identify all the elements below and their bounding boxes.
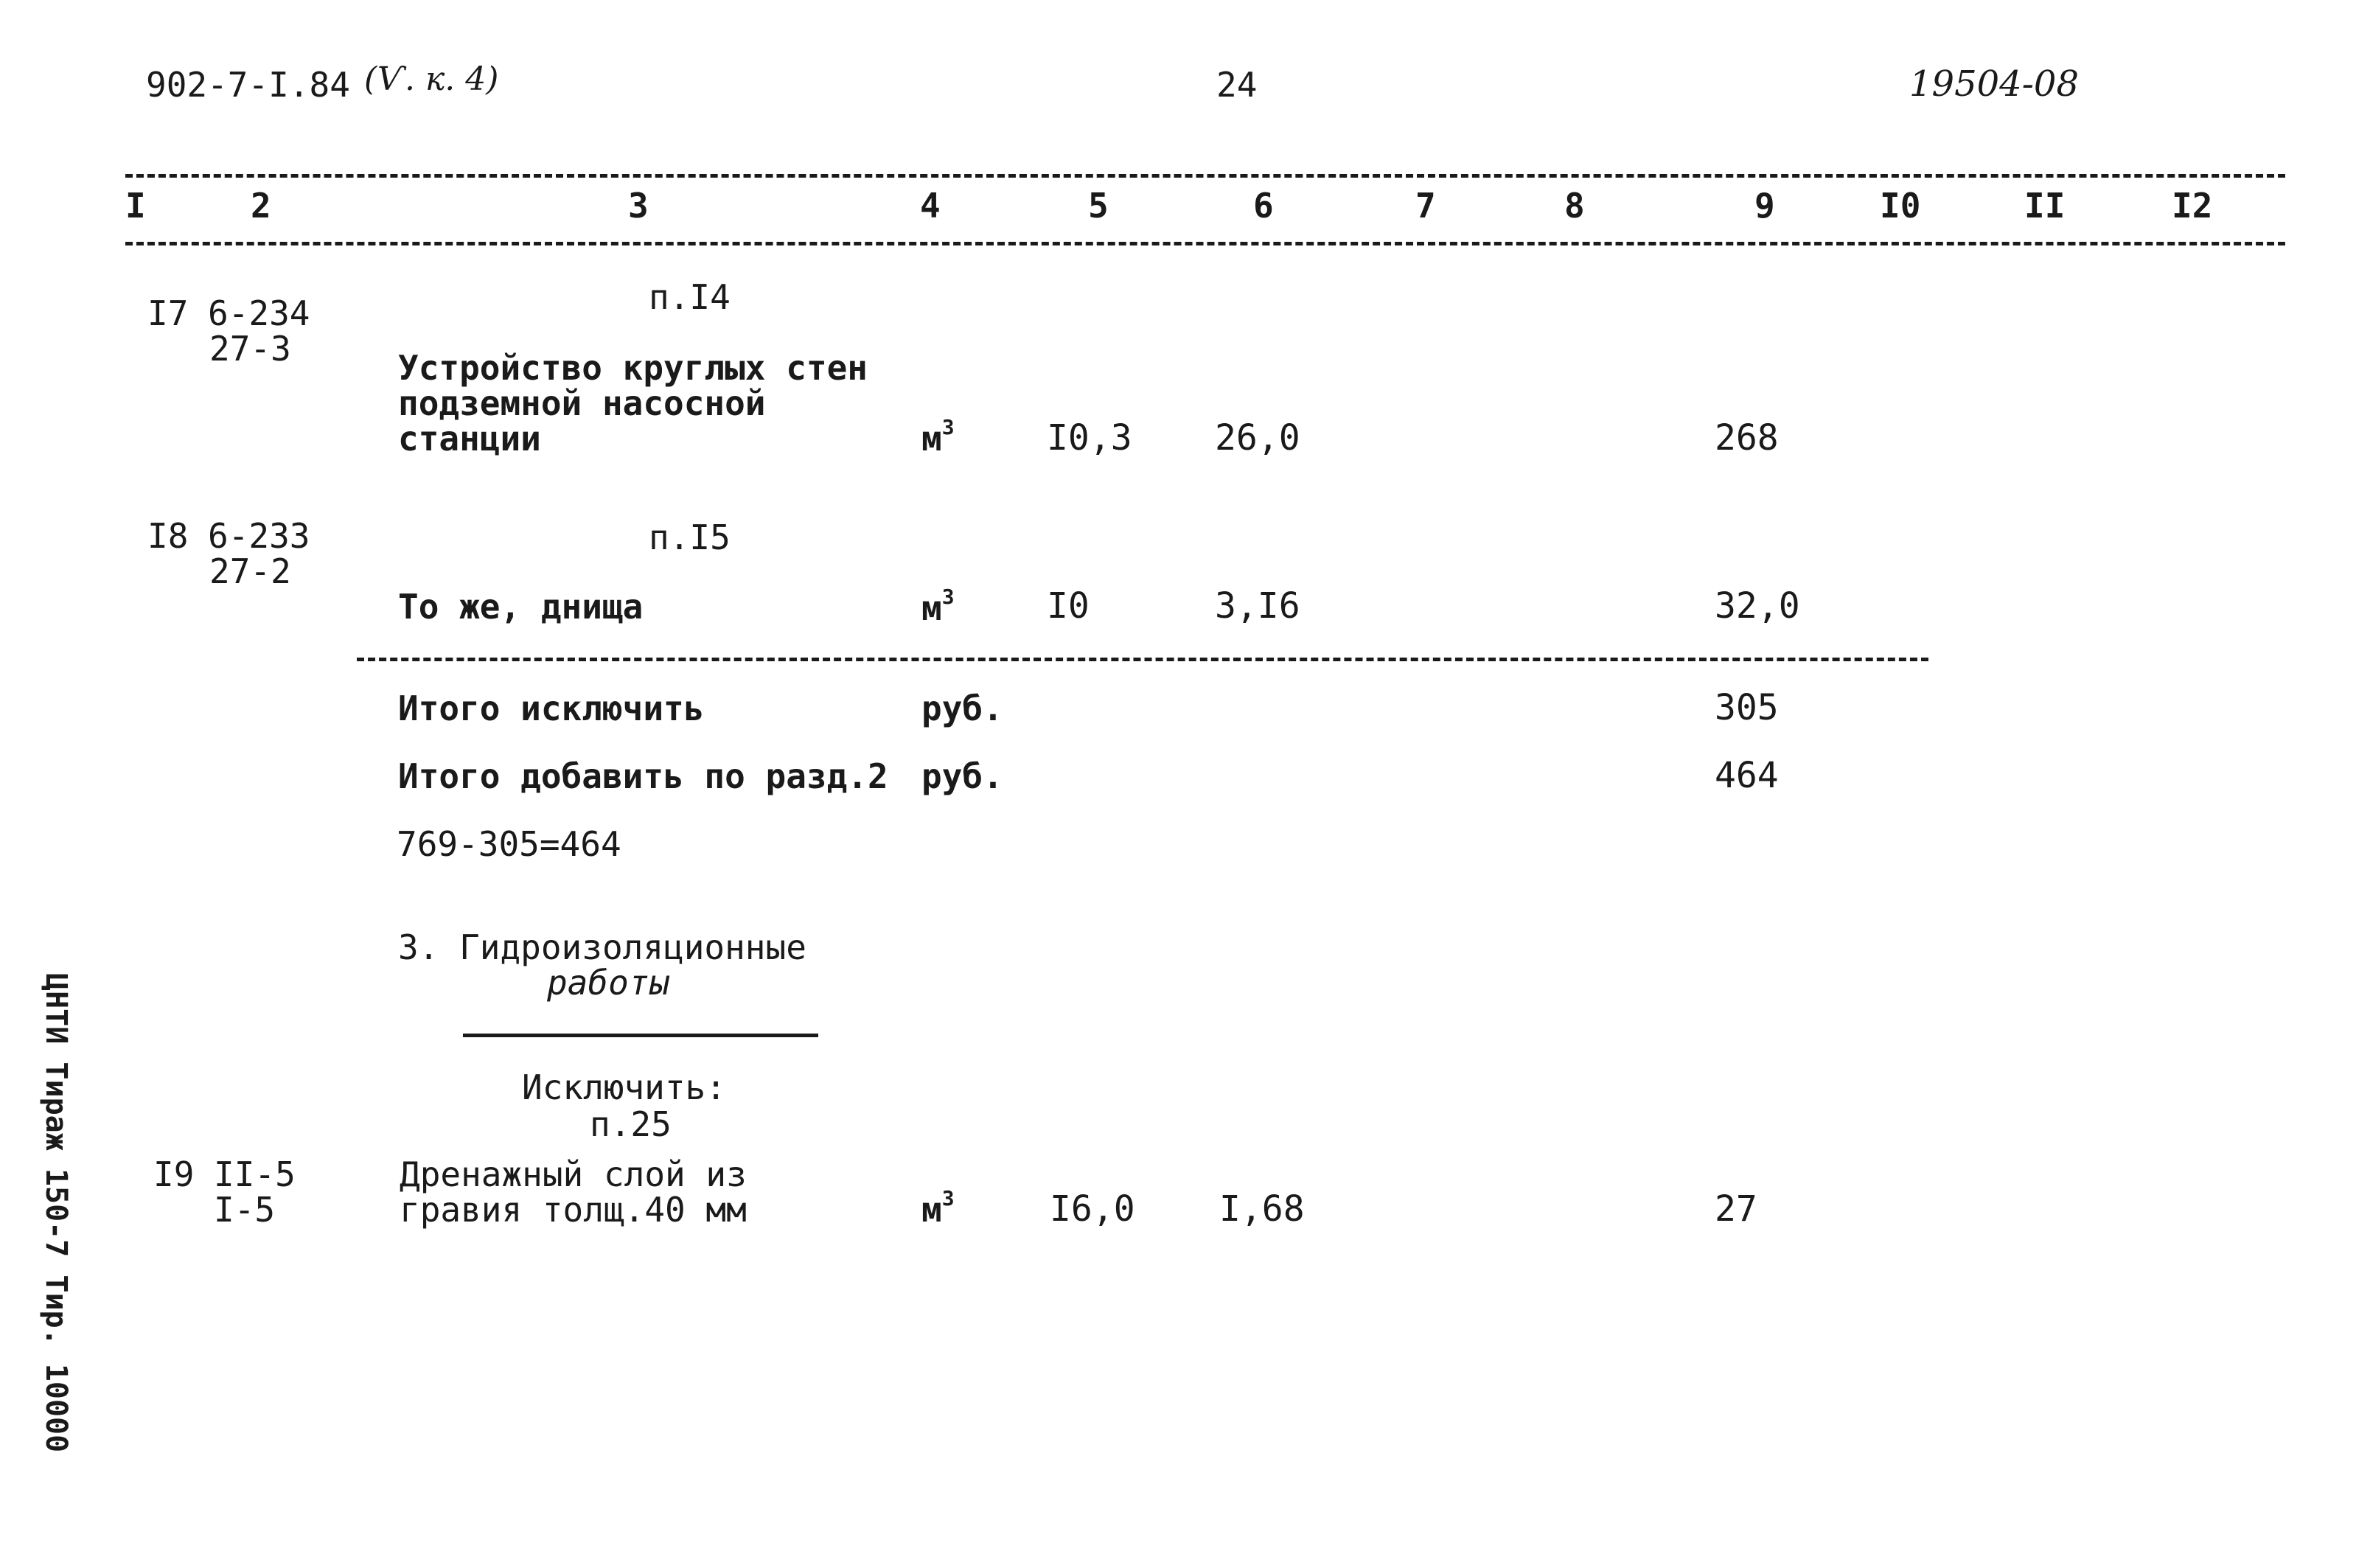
unit-exponent: 3: [941, 1186, 955, 1210]
unit-exponent: 3: [941, 585, 955, 609]
quantity: I0: [1047, 585, 1090, 627]
page-number: 24: [1216, 65, 1258, 105]
column-header-7: 7: [1415, 186, 1436, 226]
total-exclude-unit: руб.: [921, 689, 1003, 728]
rate-subcode: I-5: [214, 1190, 276, 1230]
header-bottom-rule: [125, 242, 2285, 245]
column-header-5: 5: [1088, 186, 1109, 226]
unit-price: 3,I6: [1215, 585, 1300, 627]
column-header-4: 4: [920, 186, 941, 226]
row-number: I7: [147, 293, 189, 333]
section-underline: [463, 1034, 818, 1037]
item-reference: п.I5: [649, 518, 731, 557]
column-header-6: 6: [1253, 186, 1274, 226]
rate-code: II-5: [214, 1154, 296, 1194]
unit: [921, 1186, 955, 1230]
item-description-line: гравия толщ.40 мм: [400, 1190, 747, 1230]
total-exclude-label: Итого исключить: [398, 689, 705, 728]
unit-base: м: [921, 588, 942, 628]
total-add-unit: руб.: [921, 756, 1003, 796]
total-exclude-value: 305: [1715, 687, 1779, 728]
document-code: 902-7-I.84: [146, 65, 350, 105]
column-header-3: 3: [628, 186, 649, 226]
header-top-rule: [125, 174, 2285, 178]
print-shop-note: ЦНТИ Тираж 150-7 Тир. 10000: [39, 973, 73, 1453]
item-description-line: Устройство круглых стен: [398, 348, 868, 388]
column-header-1: I: [125, 186, 146, 226]
rate-code: 6-233: [208, 516, 310, 556]
total-cost: 268: [1715, 417, 1779, 459]
item-description-line: То же, днища: [398, 587, 644, 627]
rate-subcode: 27-3: [209, 329, 291, 369]
quantity: I0,3: [1047, 417, 1132, 459]
column-header-12: I2: [2172, 186, 2213, 226]
rate-code: 6-234: [208, 293, 310, 333]
column-header-8: 8: [1564, 186, 1585, 226]
subtotal-rule: [357, 658, 1928, 661]
registry-number: 19504-08: [1909, 63, 2079, 105]
unit-price: I,68: [1219, 1188, 1305, 1230]
document-code-note: (Ѵ. к. 4): [364, 60, 499, 98]
unit: [921, 415, 955, 459]
section-title: 3. Гидроизоляционные: [398, 927, 806, 967]
column-header-11: II: [2024, 186, 2066, 226]
unit: [921, 585, 955, 628]
unit-price: 26,0: [1215, 417, 1300, 459]
exclude-reference: п.25: [590, 1104, 672, 1144]
item-description-line: подземной насосной: [398, 383, 766, 423]
column-header-9: 9: [1754, 186, 1775, 226]
exclude-heading: Исключить:: [522, 1067, 726, 1107]
quantity: I6,0: [1050, 1188, 1135, 1230]
column-header-2: 2: [251, 186, 271, 226]
row-number: I8: [147, 516, 189, 556]
column-header-10: I0: [1880, 186, 1921, 226]
total-cost: 32,0: [1715, 585, 1800, 627]
unit-base: м: [921, 1190, 942, 1230]
item-description-line: Дренажный слой из: [400, 1154, 747, 1194]
section-title-continued: работы: [547, 963, 670, 1003]
rate-subcode: 27-2: [209, 551, 291, 591]
total-add-label: Итого добавить по разд.2: [398, 756, 888, 796]
item-reference: п.I4: [649, 277, 731, 317]
total-cost: 27: [1715, 1188, 1757, 1230]
item-description-line: станции: [398, 419, 541, 459]
row-number: I9: [153, 1154, 195, 1194]
unit-base: м: [921, 419, 942, 459]
calculation-note: 769-305=464: [397, 824, 621, 864]
unit-exponent: 3: [941, 415, 955, 439]
total-add-value: 464: [1715, 755, 1779, 796]
